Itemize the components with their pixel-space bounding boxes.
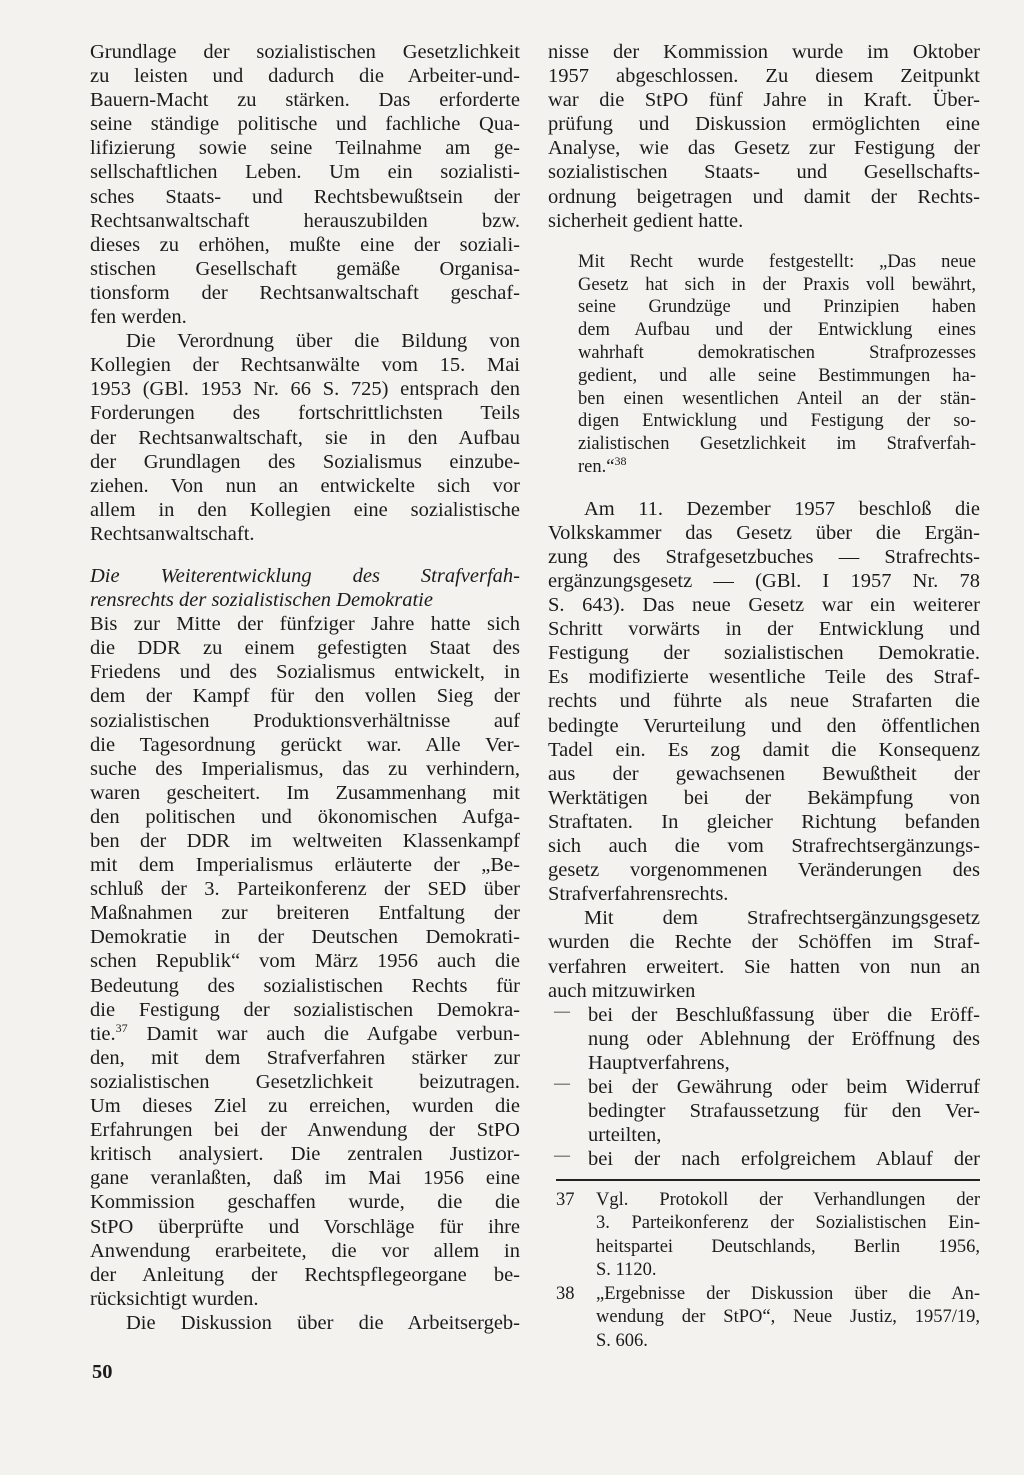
text-line: mit dem Imperialismus erläuterte der „Be- — [90, 854, 520, 877]
text-line: Bedeutung des sozialistischen Rechts für — [90, 974, 520, 997]
left-column — [90, 40, 520, 1335]
text-line: den politischen und ökonomischen Aufga- — [90, 805, 520, 828]
text-line: wurden die Rechte der Schöffen im Straf- — [548, 931, 980, 954]
text-line: gesetz vorgenommenen Veränderungen des — [548, 859, 980, 882]
text-line: zu leisten und dadurch die Arbeiter-und- — [90, 65, 520, 88]
text-line: bei der nach erfolgreichem Ablauf der — [588, 1148, 980, 1171]
text-fragment: Damit war auch die Aufgabe verbun- — [127, 1022, 520, 1045]
dash-bullet: — — [554, 1147, 570, 1165]
footnote-number: 38 — [556, 1283, 575, 1304]
text-line: Am 11. Dezember 1957 beschloß die — [584, 497, 980, 520]
text-line: kritisch analysiert. Die zentralen Justizor- — [90, 1143, 520, 1166]
footnote-line: Vgl. Protokoll der Verhandlungen der — [596, 1189, 980, 1210]
footnote-line: 3. Parteikonferenz der Sozialistischen Ein- — [596, 1213, 980, 1234]
dash-list — [548, 1003, 980, 1172]
text-line: sich auch die vom Strafrechtsergänzungs- — [548, 835, 980, 858]
text-line: bedingte Verurteilung und den öffentlichen — [548, 714, 980, 737]
text-line: dieses zu erhöhen, mußte eine der soziali- — [90, 233, 520, 256]
footnote-number: 37 — [556, 1189, 575, 1210]
text-line: Friedens und des Sozialismus entwickelt, in — [90, 661, 520, 684]
text-line: Schritt vorwärts in der Entwicklung und — [548, 618, 980, 641]
text-fragment: tie. — [90, 1022, 116, 1045]
footnote-divider — [556, 1179, 980, 1181]
text-line: nisse der Kommission wurde im Oktober — [548, 41, 980, 63]
quote-line: Mit Recht wurde festgestellt: „Das neue — [578, 251, 976, 272]
paragraph — [548, 497, 980, 907]
text-line: stischen Gesellschaft gemäße Organisa- — [90, 257, 520, 280]
text-line: ergänzungsgesetz — (GBl. I 1957 Nr. 78 — [548, 570, 980, 592]
text-line: bei der Beschlußfassung über die Eröff- — [588, 1003, 980, 1026]
list-item — [548, 1003, 980, 1075]
text-line: sellschaftlichen Leben. Um ein sozialisti- — [90, 161, 520, 184]
text-line: dem der Kampf für den vollen Sieg der — [90, 685, 520, 708]
text-line: rücksichtigt wurden. — [90, 1287, 259, 1310]
text-line: Bis zur Mitte der fünfziger Jahre hatte sich — [90, 613, 520, 636]
text-line: Die Diskussion über die Arbeitsergeb- — [126, 1311, 520, 1334]
text-line: nung oder Ablehnung der Eröffnung des — [588, 1027, 980, 1050]
text-line: sicherheit gedient hatte. — [548, 209, 744, 232]
text-line: tionsform der Rechtsanwaltschaft geschaf- — [90, 281, 520, 304]
text-line: Straftaten. In gleicher Richtung befanden — [548, 810, 980, 833]
quote-line: wahrhaft demokratischen Strafprozesses — [578, 342, 976, 363]
dash-bullet: — — [554, 1074, 570, 1092]
text-line: Es modifizierte wesentliche Teile des Straf- — [548, 666, 980, 689]
text-line: die DDR zu einem gefestigten Staat des — [90, 637, 520, 660]
text-line: Bauern-Macht zu stärken. Das erforderte — [90, 89, 520, 112]
page-number: 50 — [92, 1361, 113, 1383]
quote-line: digen Entwicklung und Festigung der so- — [578, 411, 976, 432]
text-line: Tadel ein. Es zog damit die Konsequenz — [548, 738, 980, 761]
text-line: sches Staats- und Rechtsbewußtsein der — [90, 185, 520, 208]
list-item — [548, 1075, 980, 1147]
text-line: sozialistischen Staats- und Gesellschafts- — [548, 161, 980, 184]
text-line: Strafverfahrensrechts. — [548, 883, 729, 906]
text-line: urteilten, — [588, 1124, 662, 1147]
footnote-line: heitspartei Deutschlands, Berlin 1956, — [596, 1236, 980, 1257]
text-line: Erfahrungen bei der Anwendung der StPO — [90, 1119, 520, 1142]
text-line: Kollegien der Rechtsanwälte vom 15. Mai — [90, 354, 520, 377]
text-line: 1953 (GBl. 1953 Nr. 66 S. 725) entsprach den — [90, 378, 520, 401]
footnotes — [548, 1189, 980, 1354]
list-item — [548, 1147, 980, 1171]
block-quote — [548, 251, 980, 479]
text-line: Demokratie in der Deutschen Demokrati- — [90, 926, 520, 949]
quote-line: Gesetz hat sich in der Praxis voll bewährt, — [578, 274, 976, 295]
text-line: Volkskammer das Gesetz über die Ergän- — [548, 521, 980, 544]
footnote-line: S. 606. — [596, 1330, 648, 1351]
text-line: Die Verordnung über die Bildung von — [126, 330, 520, 353]
text-line: Kommission geschaffen wurde, die die — [90, 1191, 520, 1214]
text-line: rechts und führte als neue Strafarten die — [548, 690, 980, 713]
text-line: gane veranlaßten, daß im Mai 1956 eine — [90, 1167, 520, 1190]
text-line: bei der Gewährung oder beim Widerruf — [588, 1075, 980, 1098]
paragraph — [90, 612, 520, 1311]
text-line: lifizierung sowie seine Teilnahme am ge- — [90, 137, 520, 160]
text-line: Maßnahmen zur breiteren Entfaltung der — [90, 902, 520, 925]
quote-line: ben einen wesentlichen Anteil an der stän- — [578, 388, 976, 409]
text-line: schen Republik“ vom März 1956 auch die — [90, 950, 520, 973]
text-line: der Anleitung der Rechtspflegeorgane be- — [90, 1263, 520, 1286]
heading-line: rensrechts der sozialistischen Demokratie — [90, 589, 433, 612]
text-line: zung des Strafgesetzbuches — Strafrechts- — [548, 545, 980, 568]
footnote-ref-38: 38 — [614, 453, 627, 468]
text-line: S. 643). Das neue Gesetz war ein weiterer — [548, 594, 980, 617]
text-line: den, mit dem Strafverfahren stärker zur — [90, 1046, 520, 1069]
text-line: 1957 abgeschlossen. Zu diesem Zeitpunkt — [548, 65, 980, 88]
text-line: ziehen. Von nun an entwickelte sich vor — [90, 474, 520, 497]
text-line: ordnung beigetragen und damit der Rechts- — [548, 185, 980, 208]
footnote-38 — [548, 1283, 980, 1354]
text-line: die Tagesordnung gerückt war. Alle Ver- — [90, 733, 520, 756]
text-line: ben der DDR im weltweiten Klassenkampf — [90, 830, 520, 852]
text-line: Mit dem Strafrechtsergänzungsgesetz — [584, 907, 980, 930]
heading-line: Die Weiterentwicklung des Strafverfah- — [90, 564, 520, 587]
text-line: prüfung und Diskussion ermöglichten eine — [548, 113, 980, 136]
text-line: sozialistischen Gesetzlichkeit beizutragen. — [90, 1070, 520, 1093]
text-line: schluß der 3. Parteikonferenz der SED über — [90, 878, 520, 901]
text-line: sozialistischen Produktionsverhältnisse auf — [90, 709, 520, 732]
text-line: verfahren erweitert. Sie hatten von nun an — [548, 955, 980, 978]
text-line: StPO überprüfte und Vorschläge für ihre — [90, 1215, 520, 1238]
footnote-line: „Ergebnisse der Diskussion über die An- — [596, 1283, 980, 1304]
text-line: Rechtsanwaltschaft herauszubilden bzw. — [90, 209, 520, 232]
text-line: suche des Imperialismus, das zu verhindern, — [90, 757, 520, 780]
text-line: der Rechtsanwaltschaft, sie in den Aufbau — [90, 426, 520, 449]
paragraph — [548, 40, 980, 233]
footnote-line: S. 1120. — [596, 1260, 657, 1281]
text-line: Um dieses Ziel zu erreichen, wurden die — [90, 1095, 520, 1118]
text-line: Hauptverfahrens, — [588, 1051, 730, 1074]
text-line: seine ständige politische und fachliche Qua- — [90, 113, 520, 136]
text-line — [90, 1022, 520, 1046]
footnote-line: wendung der StPO“, Neue Justiz, 1957/19, — [596, 1307, 980, 1328]
quote-line: dem Aufbau und der Entwicklung eines — [578, 320, 976, 341]
text-line: Festigung der sozialistischen Demokratie. — [548, 642, 980, 665]
text-line: Grundlage der sozialistischen Gesetzlichkeit — [90, 41, 520, 63]
quote-line: gedient, und alle seine Bestimmungen ha- — [578, 365, 976, 386]
text-line: Forderungen des fortschrittlichsten Teils — [90, 402, 520, 425]
text-line: Anwendung erarbeitete, die vor allem in — [90, 1239, 520, 1262]
dash-bullet: — — [554, 1002, 570, 1020]
text-line: waren gescheitert. Im Zusammenhang mit — [90, 781, 520, 804]
text-line: auch mitzuwirken — [548, 979, 696, 1002]
right-column — [548, 40, 980, 1353]
text-line: Werktätigen bei der Bekämpfung von — [548, 786, 980, 809]
quote-line: zialistischen Gesetzlichkeit im Strafverfah- — [578, 434, 976, 455]
text-line: der Grundlagen des Sozialismus einzube- — [90, 450, 520, 473]
section-heading — [90, 564, 520, 612]
text-line: Analyse, wie das Gesetz zur Festigung der — [548, 137, 980, 160]
text-line: allem in den Kollegien eine sozialistische — [90, 498, 520, 521]
text-line: fen werden. — [90, 306, 187, 329]
paragraph — [90, 1311, 520, 1335]
text-line: Rechtsanwaltschaft. — [90, 522, 255, 545]
text-line: war die StPO fünf Jahre in Kraft. Über- — [548, 89, 980, 112]
footnote-ref-37: 37 — [115, 1020, 128, 1035]
paragraph — [90, 40, 520, 329]
paragraph — [90, 329, 520, 546]
quote-line: seine Grundzüge und Prinzipien haben — [578, 297, 976, 318]
paragraph — [548, 906, 980, 1002]
text-line: die Festigung der sozialistischen Demokra- — [90, 998, 520, 1021]
text-line: bedingter Strafaussetzung für den Ver- — [588, 1100, 980, 1123]
quote-line — [578, 453, 976, 479]
text-line: aus der gewachsenen Bewußtheit der — [548, 762, 980, 785]
text-fragment: ren.“ — [578, 456, 615, 477]
footnote-37 — [548, 1189, 980, 1283]
